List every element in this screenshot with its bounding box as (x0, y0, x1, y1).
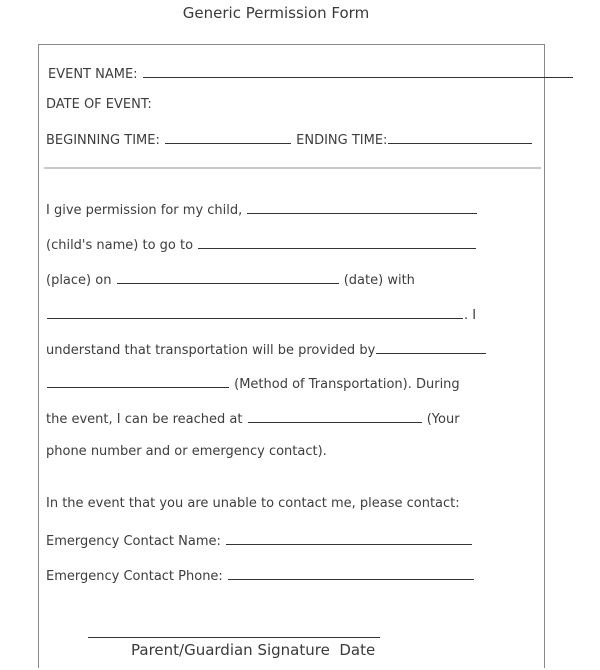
emergency-phone-row (46, 566, 475, 584)
emergency-name-label: Emergency Contact Name: (46, 534, 221, 549)
ending-time-field[interactable] (388, 130, 532, 144)
with-whom-field[interactable] (47, 305, 463, 319)
beginning-time-label: BEGINNING TIME: (46, 133, 160, 148)
body-line-1 (46, 200, 478, 218)
body-text-5: understand that transportation will be provided by (46, 343, 376, 358)
body-text-7b: (Your (426, 412, 460, 427)
emergency-phone-field[interactable] (228, 566, 474, 580)
body-text-6: (Method of Transportation). During (234, 377, 460, 392)
body-line-8 (46, 444, 327, 459)
time-row (46, 130, 533, 148)
event-name-row (48, 64, 574, 82)
emergency-intro-row (46, 496, 460, 511)
child-name-field[interactable] (247, 200, 477, 214)
event-name-label: EVENT NAME: (48, 67, 138, 82)
transport-provider-field[interactable] (376, 340, 486, 354)
body-text-1: I give permission for my child, (46, 203, 243, 218)
date-of-event-row (46, 97, 152, 112)
body-text-3b: (date) with (343, 273, 415, 288)
body-line-4 (46, 305, 476, 323)
body-line-2 (46, 235, 477, 253)
event-name-field[interactable] (143, 64, 573, 78)
form-title: Generic Permission Form (182, 4, 370, 22)
emergency-name-field[interactable] (226, 531, 472, 545)
body-line-7 (46, 409, 460, 427)
contact-number-field[interactable] (248, 409, 422, 423)
section-divider (44, 167, 541, 169)
body-text-4: . I (464, 308, 477, 323)
emergency-phone-label: Emergency Contact Phone: (46, 569, 223, 584)
signature-line[interactable] (88, 637, 380, 638)
body-text-3a: (place) on (46, 273, 112, 288)
body-line-3 (46, 270, 415, 288)
transport-method-field[interactable] (47, 374, 229, 388)
place-field[interactable] (198, 235, 476, 249)
beginning-time-field[interactable] (165, 130, 291, 144)
body-text-8: phone number and or emergency contact). (46, 444, 327, 459)
body-line-6 (46, 374, 460, 392)
body-text-2: (child's name) to go to (46, 238, 194, 253)
body-text-7a: the event, I can be reached at (46, 412, 243, 427)
date-field[interactable] (117, 270, 339, 284)
body-line-5 (46, 340, 487, 358)
date-of-event-label: DATE OF EVENT: (46, 97, 152, 112)
emergency-intro-text: In the event that you are unable to contact me, please contact: (46, 496, 460, 511)
emergency-name-row (46, 531, 473, 549)
ending-time-label: ENDING TIME: (296, 133, 388, 148)
signature-label: Parent/Guardian Signature Date (131, 641, 376, 659)
